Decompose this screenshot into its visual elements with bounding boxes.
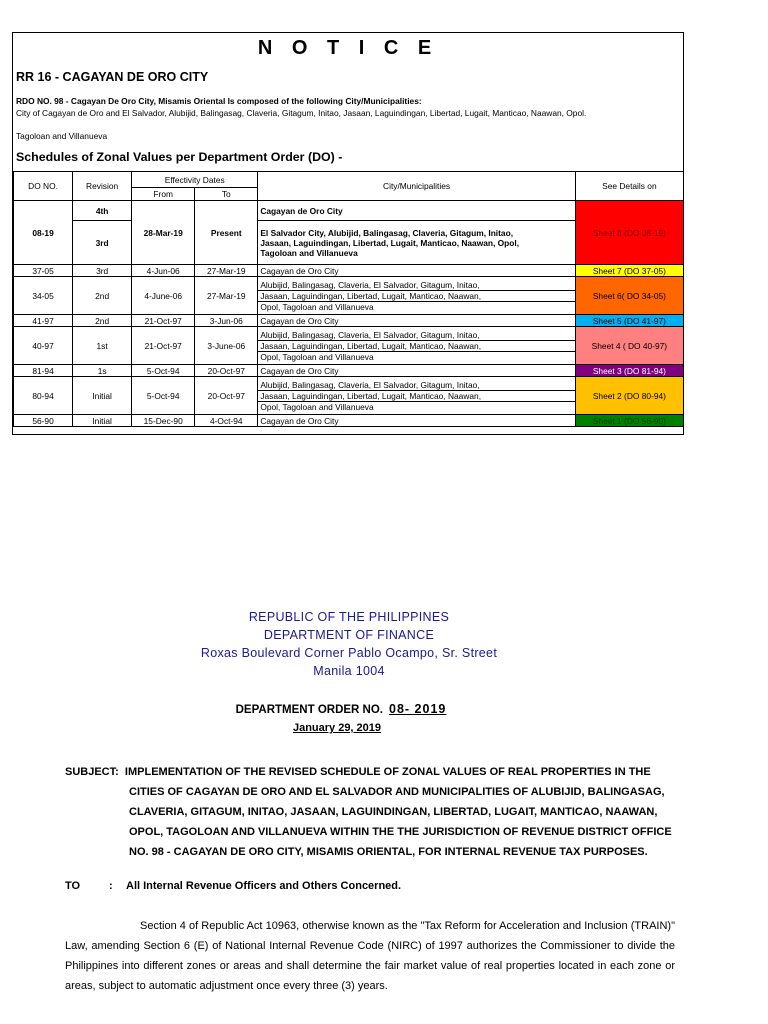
do-number: 80-94 xyxy=(14,377,73,415)
revision-cell: 3rd xyxy=(73,221,132,265)
subject-label: SUBJECT: xyxy=(65,766,119,778)
subject-line: CLAVERIA, GITAGUM, INITAO, JASAAN, LAGUINDINGAN, LIBERTAD, LUGAIT, MANTICAO, NAAWAN, xyxy=(129,806,658,818)
table-row xyxy=(14,265,684,277)
header-details: See Details on xyxy=(575,172,683,201)
to-colon: : xyxy=(109,880,113,892)
to-date: 3-June-06 xyxy=(195,327,258,365)
sheet-link[interactable]: Sheet 8 (DO 08-19) xyxy=(575,201,683,265)
sheet-link[interactable]: Sheet 4 ( DO 40-97) xyxy=(575,327,683,365)
rdo-description: RDO NO. 98 - Cagayan De Oro City, Misamis Oriental Is composed of the following City/Municipalities: xyxy=(16,96,422,106)
city-line: Jasaan, Laguindingan, Libertad, Lugait, Manticao, Naawan, Opol, xyxy=(260,237,520,248)
revision-cell: 1s xyxy=(73,365,132,377)
table-row xyxy=(14,277,684,315)
letterhead-republic: REPUBLIC OF THE PHILIPPINES xyxy=(248,610,450,624)
sheet-link[interactable]: Sheet 1 (DO 56-90) xyxy=(575,415,683,427)
notice-box xyxy=(12,32,684,435)
from-date: 15-Dec-90 xyxy=(132,415,195,427)
table-row xyxy=(14,377,684,415)
header-effectivity: Effectivity Dates xyxy=(132,172,258,188)
body-paragraph: Section 4 of Republic Act 10963, otherwise known as the "Tax Reform for Acceleration and Inclusion (TRAIN)" Law, amending Section 6 (E) of National Internal Revenue Code (NIRC) of 1997 authorizes the Commissioner to divide the Philippines into different zones or areas and shall determine the fair market value of real properties located in each zone or areas, subject to automatic adjustment once every three (3) years. xyxy=(65,920,675,992)
city-line: Opol, Tagoloan and Villanueva xyxy=(260,351,374,362)
sheet-link[interactable]: Sheet 3 (DO 81-94) xyxy=(575,365,683,377)
sheet-link[interactable]: Sheet 2 (DO 80-94) xyxy=(575,377,683,415)
from-date: 4-June-06 xyxy=(132,277,195,315)
do-number: 81-94 xyxy=(14,365,73,377)
revision-cell: 2nd xyxy=(73,277,132,315)
revision-cell: 2nd xyxy=(73,315,132,327)
revision-cell: Initial xyxy=(73,377,132,415)
schedules-title: Schedules of Zonal Values per Department Order (DO) - xyxy=(16,150,343,164)
city-line: Jasaan, Laguindingan, Libertad, Lugait, Manticao, Naawan, xyxy=(258,291,574,302)
to-date: 27-Mar-19 xyxy=(195,265,258,277)
subject-block xyxy=(65,762,675,858)
city-line: Jasaan, Laguindingan, Libertad, Lugait, Manticao, Naawan, xyxy=(258,391,574,402)
city-line: Opol, Tagoloan and Villanueva xyxy=(260,401,374,412)
to-date: 27-Mar-19 xyxy=(195,277,258,315)
revision-cell: 3rd xyxy=(73,265,132,277)
city-cell xyxy=(258,377,575,415)
to-label: TO xyxy=(65,880,81,892)
department-order-date: January 29, 2019 xyxy=(292,722,382,734)
table-row xyxy=(14,327,684,365)
from-date: 4-Jun-06 xyxy=(132,265,195,277)
sheet-link[interactable]: Sheet 7 (DO 37-05) xyxy=(575,265,683,277)
from-date: 21-Oct-97 xyxy=(132,327,195,365)
header-revision: Revision xyxy=(73,172,132,201)
header-do-no: DO NO. xyxy=(14,172,73,201)
from-date: 21-Oct-97 xyxy=(132,315,195,327)
do-number: 56-90 xyxy=(14,415,73,427)
letterhead-address: Roxas Boulevard Corner Pablo Ocampo, Sr. Street xyxy=(200,646,498,660)
header-from: From xyxy=(132,188,195,201)
to-date: 20-Oct-97 xyxy=(195,365,258,377)
city-line: Jasaan, Laguindingan, Libertad, Lugait, Manticao, Naawan, xyxy=(258,341,574,352)
table-row xyxy=(14,415,684,427)
table-row xyxy=(14,315,684,327)
city-cell: Cagayan de Oro City xyxy=(258,415,575,427)
revenue-region-title: RR 16 - CAGAYAN DE ORO CITY xyxy=(16,70,209,84)
city-line: Alubijid, Balingasag, Claveria, El Salvador, Gitagum, Initao, xyxy=(258,380,574,391)
revision-cell: 1st xyxy=(73,327,132,365)
city-line: Alubijid, Balingasag, Claveria, El Salvador, Gitagum, Initao, xyxy=(258,330,574,341)
city-line: Tagoloan and Villanueva xyxy=(260,247,358,258)
header-to: To xyxy=(195,188,258,201)
to-recipients: All Internal Revenue Officers and Others Concerned. xyxy=(126,880,402,892)
department-order-heading xyxy=(0,702,682,716)
city-line: Alubijid, Balingasag, Claveria, El Salvador, Gitagum, Initao, xyxy=(258,280,574,291)
table-row xyxy=(14,365,684,377)
do-number: 34-05 xyxy=(14,277,73,315)
to-date: 20-Oct-97 xyxy=(195,377,258,415)
subject-line: OPOL, TAGOLOAN AND VILLANUEVA WITHIN THE THE JURISDICTION OF REVENUE DISTRICT OFFICE xyxy=(129,826,672,838)
revision-cell: Initial xyxy=(73,415,132,427)
department-order-number: 08- 2019 xyxy=(389,702,447,716)
zonal-values-table xyxy=(13,171,684,427)
city-cell: Cagayan de Oro City xyxy=(258,201,575,221)
revision-cell: 4th xyxy=(73,201,132,221)
cities-list: City of Cagayan de Oro and El Salvador, Alubijid, Balingasag, Claveria, Gitagum, Initao, Jasaan, Laguindingan, Libertad, Lugait, Manticao, Naawan, Opol. xyxy=(16,108,587,118)
city-cell xyxy=(258,277,575,315)
to-date: Present xyxy=(195,201,258,265)
do-number: 08-19 xyxy=(14,201,73,265)
header-cities: City/Municipalities xyxy=(258,172,575,201)
from-date: 5-Oct-94 xyxy=(132,365,195,377)
subject-line: CITIES OF CAGAYAN DE ORO AND EL SALVADOR AND MUNICIPALITIES OF ALUBIJID, BALINGASAG, xyxy=(129,786,665,798)
notice-title: N O T I C E xyxy=(257,37,439,59)
city-line: Opol, Tagoloan and Villanueva xyxy=(260,301,374,312)
from-date: 28-Mar-19 xyxy=(132,201,195,265)
city-cell: Cagayan de Oro City xyxy=(258,315,575,327)
subject-line: IMPLEMENTATION OF THE REVISED SCHEDULE OF ZONAL VALUES OF REAL PROPERTIES IN THE xyxy=(124,766,651,778)
city-cell xyxy=(258,221,575,265)
cities-list-continued: Tagoloan and Villanueva xyxy=(16,131,108,141)
letterhead-city: Manila 1004 xyxy=(313,664,385,678)
sheet-link[interactable]: Sheet 6( DO 34-05) xyxy=(575,277,683,315)
table-row xyxy=(14,201,684,221)
do-number: 40-97 xyxy=(14,327,73,365)
city-line: El Salvador City, Alubijid, Balingasag, Claveria, Gitagum, Initao, xyxy=(260,227,514,238)
subject-line: NO. 98 - CAGAYAN DE ORO CITY, MISAMIS ORIENTAL, FOR INTERNAL REVENUE TAX PURPOSES. xyxy=(129,846,648,858)
letterhead-department: DEPARTMENT OF FINANCE xyxy=(263,628,435,642)
to-date: 4-Oct-94 xyxy=(195,415,258,427)
sheet-link[interactable]: Sheet 5 (DO 41-97) xyxy=(575,315,683,327)
city-cell: Cagayan de Oro City xyxy=(258,365,575,377)
to-date: 3-Jun-06 xyxy=(195,315,258,327)
from-date: 5-Oct-94 xyxy=(132,377,195,415)
city-cell xyxy=(258,327,575,365)
do-number: 37-05 xyxy=(14,265,73,277)
do-number: 41-97 xyxy=(14,315,73,327)
to-line xyxy=(65,880,402,892)
city-cell: Cagayan de Oro City xyxy=(258,265,575,277)
department-order-label: DEPARTMENT ORDER NO. xyxy=(235,704,383,716)
